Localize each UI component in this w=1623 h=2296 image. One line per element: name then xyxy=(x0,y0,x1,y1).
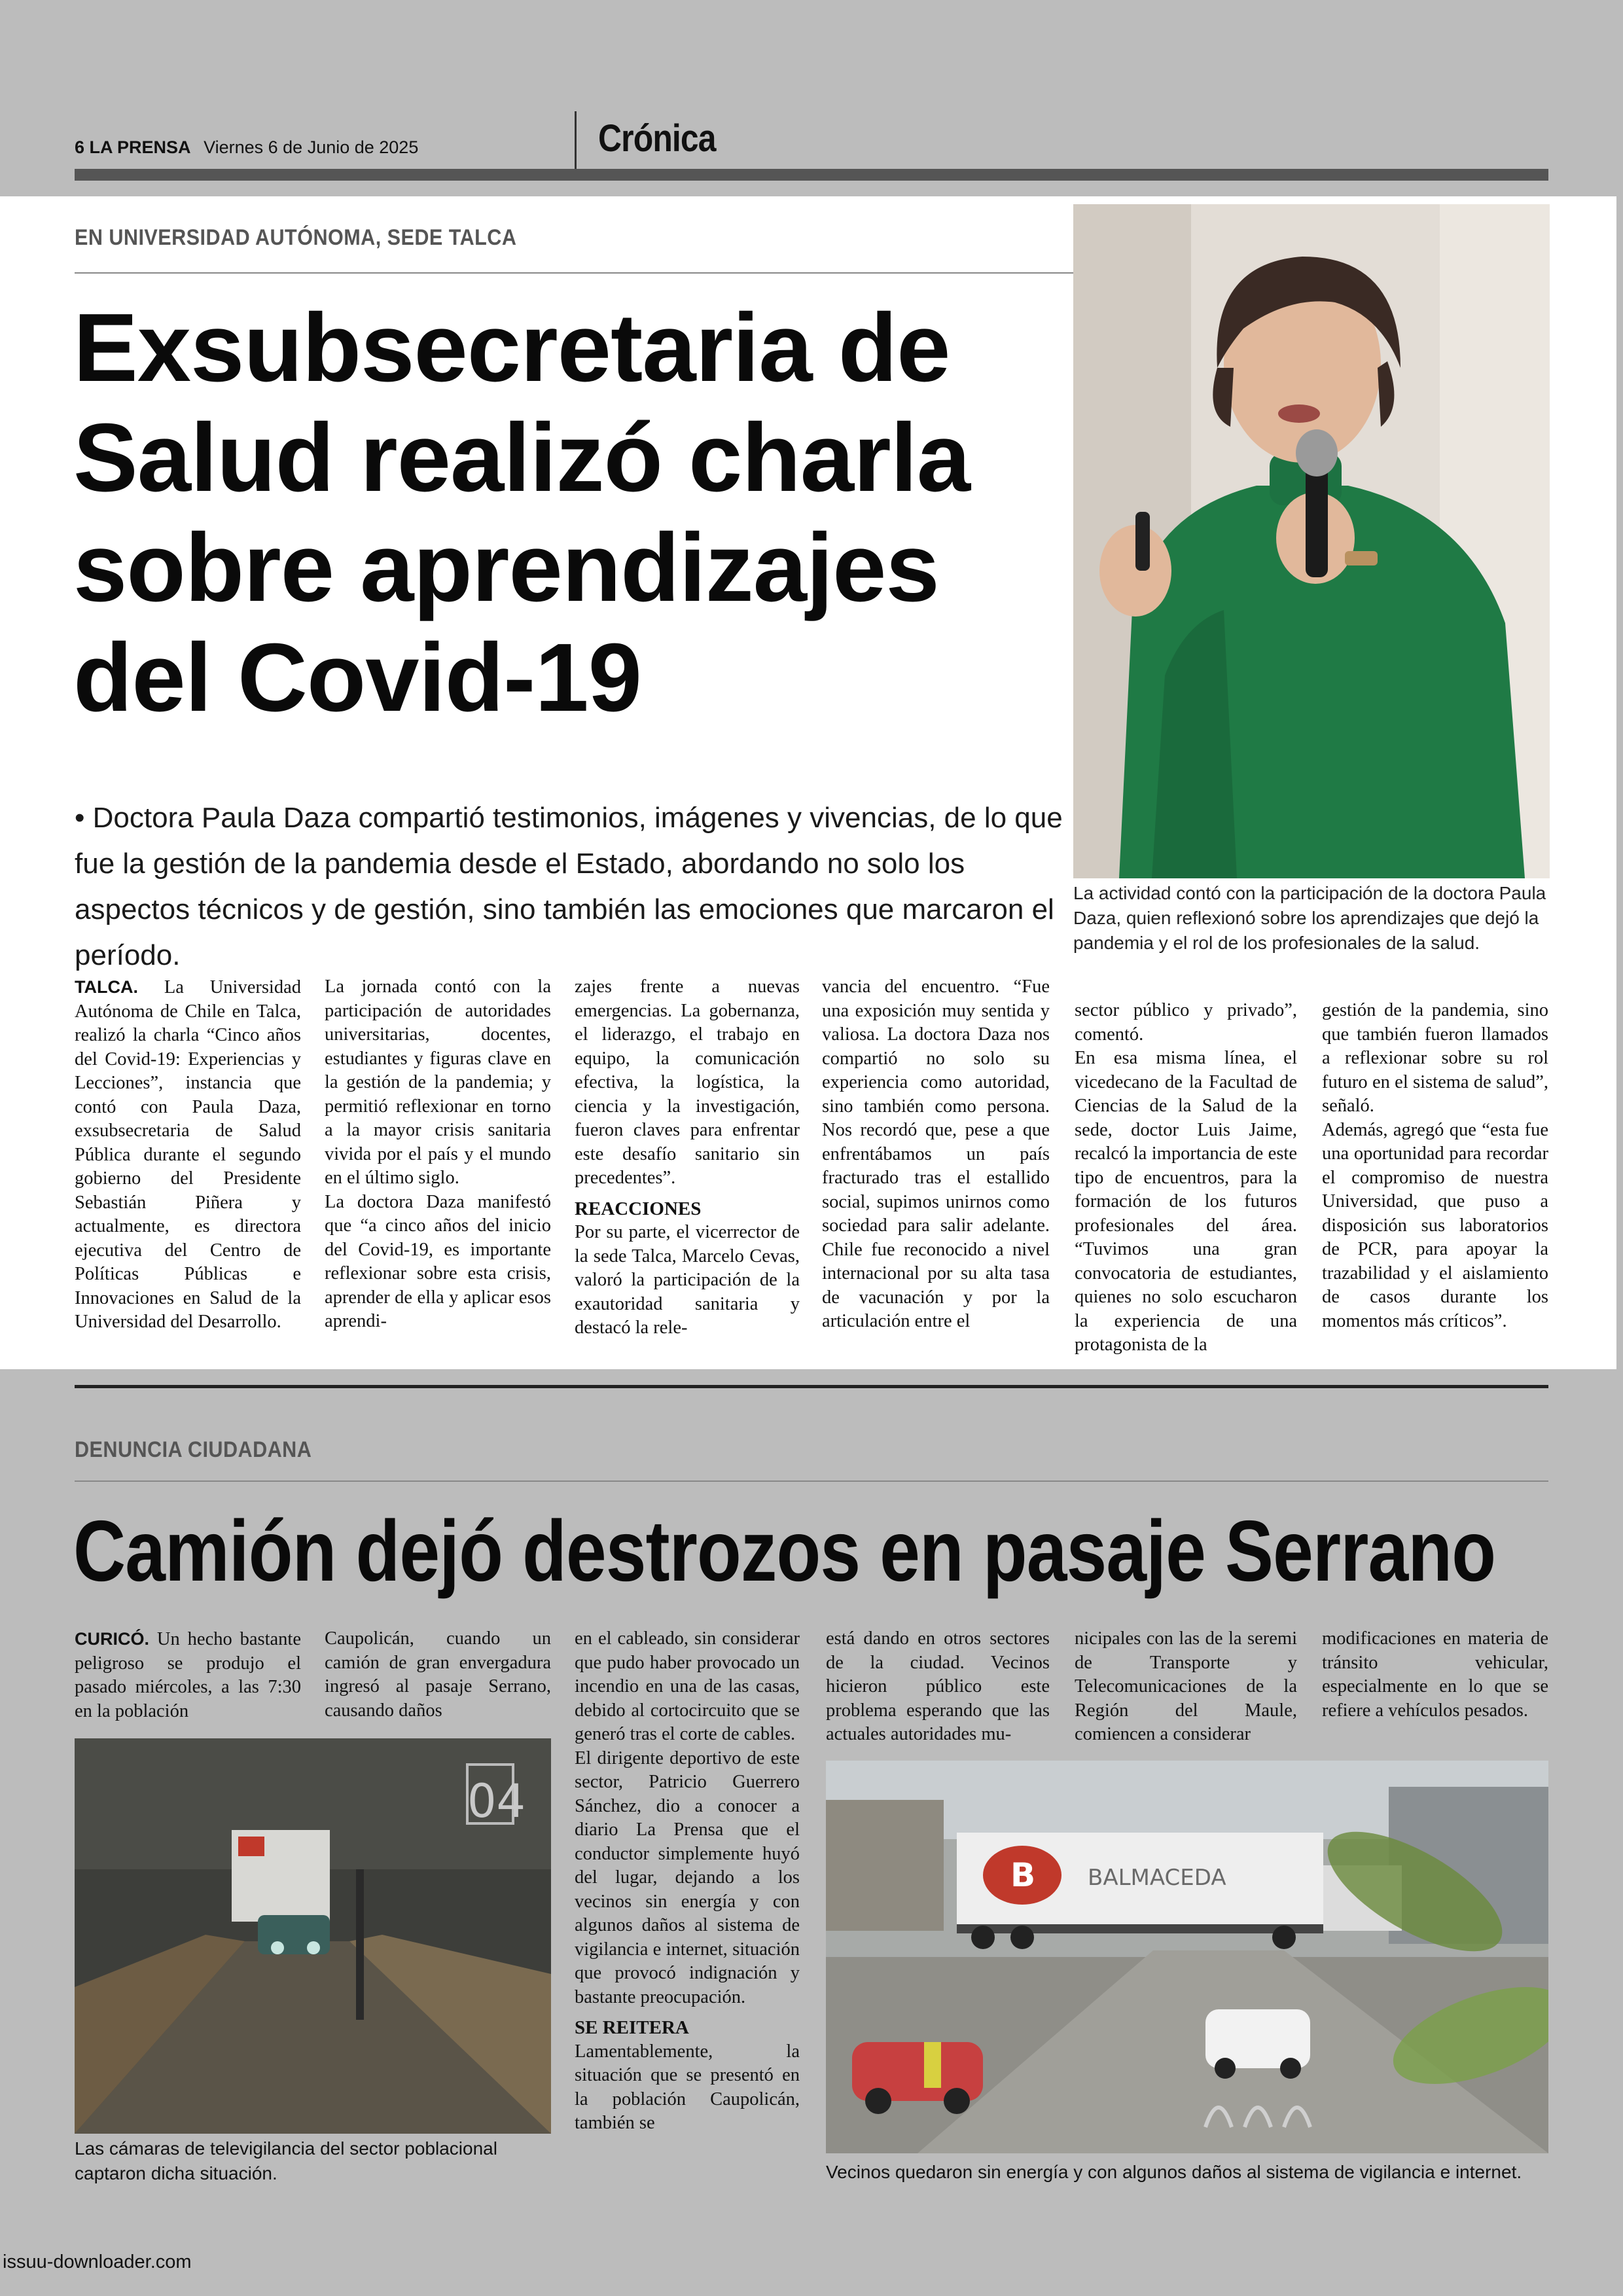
column-paragraph: Lamentablemente, la situación que se presentó en la población Caupolicán, también se xyxy=(575,2041,800,2133)
article1-kicker: EN UNIVERSIDAD AUTÓNOMA, SEDE TALCA xyxy=(75,225,517,250)
dateline: TALCA. xyxy=(75,977,138,997)
surveillance-photo-night xyxy=(75,1738,551,2134)
column-paragraph: zajes frente a nuevas emergencias. La gobernanza, el liderazgo, el trabajo en equipo, la comunicación efectiva, la logística, la ciencia y la investigación, fueron claves para enfrentar este desafío sanitario sin precedentes”. xyxy=(575,977,800,1188)
column-paragraph: En esa misma línea, el vicedecano de la Facultad de Ciencias de la Salud de la sede, doctor Luis Jaime, recalcó la importancia de este tipo de encuentros, para la formación de los futuros profesionales del área. “Tuvimos una gran convocatoria de estudiantes, quienes no solo escucharon la experiencia de una protagonista de la xyxy=(1075,1048,1297,1355)
speaker-photo xyxy=(1073,204,1550,878)
column-paragraph: sector público y privado”, comentó. xyxy=(1075,1000,1297,1045)
truck-logo: B xyxy=(1010,1856,1036,1894)
article-separator xyxy=(75,1385,1548,1388)
article1-headline: Exsubsecretaria de Salud realizó charla sobre aprendizajes del Covid-19 xyxy=(73,294,971,732)
column-paragraph: La doctora Daza manifestó que “a cinco años del inicio del Covid-19, es importante reflexionar sobre esta crisis, aprender de ella y aplicar esos aprendi- xyxy=(325,1191,551,1331)
article2-headline: Camión dejó destrozos en pasaje Serrano xyxy=(73,1503,1496,1599)
article1-column-5 xyxy=(1075,999,1297,1357)
watermark: issuu-downloader.com xyxy=(3,2251,192,2272)
kicker-rule xyxy=(75,1480,1548,1482)
article2-column-6 xyxy=(1322,1627,1548,1723)
paper-name: LA PRENSA xyxy=(89,137,191,157)
truck-street-illustration xyxy=(826,1761,1548,2153)
article1-lede xyxy=(75,795,1076,978)
article2-column-5 xyxy=(1075,1627,1297,1747)
lede-bullet: • xyxy=(75,802,85,834)
kicker-rule xyxy=(75,272,1075,274)
header-rule xyxy=(75,169,1548,181)
column-paragraph: nicipales con las de la seremi de Transporte y Telecomunicaciones de la Región del Maule, comiencen a considerar xyxy=(1075,1628,1297,1744)
lede-text: Doctora Paula Daza compartió testimonios, imágenes y vivencias, de lo que fue la gestión de la pandemia desde el Estado, abordando no solo los aspectos técnicos y de gestión, sino también las emociones que marcaron el período. xyxy=(75,802,1063,971)
article2-column-3 xyxy=(575,1627,800,2136)
page-header xyxy=(0,0,1623,196)
column-paragraph: Por su parte, el vicerrector de la sede Talca, Marcelo Cevas, valoró la participación de la exautoridad sanitaria y destacó la rele- xyxy=(575,1222,800,1338)
column-paragraph: gestión de la pandemia, sino que también fueron llamados a reflexionar sobre su rol futuro en el sistema de salud”, señaló. xyxy=(1322,1000,1548,1116)
article1-column-2 xyxy=(325,975,551,1334)
issue-date: Viernes 6 de Junio de 2025 xyxy=(204,137,419,157)
subhead-reacciones: REACCIONES xyxy=(575,1198,702,1219)
camera-overlay-number: 04 xyxy=(467,1774,526,1828)
article2-column-2 xyxy=(325,1627,551,1723)
truck-lettering: BALMACEDA xyxy=(1088,1865,1226,1891)
subhead-se-reitera: SE REITERA xyxy=(575,2017,689,2038)
article2-photo2-caption: Vecinos quedaron sin energía y con algunos daños al sistema de vigilancia e internet. xyxy=(826,2162,1522,2182)
column-text: Un hecho bastante peligroso se produjo el pasado miércoles, a las 7:30 en la población xyxy=(75,1629,302,1721)
article2-column-4 xyxy=(826,1627,1050,1747)
column-paragraph: Caupolicán, cuando un camión de gran envergadura ingresó al pasaje Serrano, causando daños xyxy=(325,1628,551,1721)
column-paragraph: en el cableado, sin considerar que pudo haber provocado un incendio en una de las casas, debido al cortocircuito que se generó tras el corte de cables. xyxy=(575,1628,800,1744)
article-covid-talk xyxy=(0,196,1616,1369)
column-paragraph: modificaciones en materia de tránsito vehicular, especialmente en lo que se refiere a vehículos pesados. xyxy=(1322,1628,1548,1721)
section-title: Crónica xyxy=(598,117,716,160)
article2-photo1-caption: Las cámaras de televigilancia del sector poblacional captaron dicha situación. xyxy=(75,2138,497,2183)
column-paragraph: está dando en otros sectores de la ciudad. Vecinos hicieron público este problema esperando que las actuales autoridades mu- xyxy=(826,1628,1050,1744)
night-street-illustration xyxy=(75,1738,551,2134)
column-paragraph: vancia del encuentro. “Fue una exposición muy sentida y valiosa. La doctora Daza nos compartió no solo su experiencia como autoridad, sino también como persona. Nos recordó que, pese a que enfrentábamos un país fracturado tras el estallido social, supimos unirnos como sociedad para salir adelante. Chile fue reconocido a nivel internacional por su alta tasa de vacunación y por la articulación entre el xyxy=(822,977,1050,1331)
header-info xyxy=(75,137,418,158)
column-text: La Universidad Autónoma de Chile en Talca, realizó la charla “Cinco años del Covid-19: Experiencias y Lecciones”, instancia que contó con Paula Daza, exsubsecretaria de Salud Pública durante el segundo gobierno del Presidente Sebastián Piñera y actualmente, es directora ejecutiva del Centro de Políticas Públicas e Innovaciones en Salud de la Universidad del Desarrollo. xyxy=(75,977,301,1332)
article1-photo-caption: La actividad contó con la participación de la doctora Paula Daza, quien reflexionó sobre los aprendizajes que dejó la pandemia y el rol de los profesionales de la salud. xyxy=(1073,883,1546,953)
surveillance-photo-day xyxy=(826,1761,1548,2153)
column-paragraph: La jornada contó con la participación de autoridades universitarias, docentes, estudiantes y figuras clave en la gestión de la pandemia; y permitió reflexionar en torno a la mayor crisis sanitaria vivida por el país y el mundo en el último siglo. xyxy=(325,977,551,1188)
dateline: CURICÓ. xyxy=(75,1629,149,1649)
article1-column-3 xyxy=(575,975,800,1340)
header-divider xyxy=(575,111,577,169)
article2-kicker: DENUNCIA CIUDADANA xyxy=(75,1437,312,1462)
article1-column-6 xyxy=(1322,999,1548,1333)
column-paragraph: El dirigente deportivo de este sector, Patricio Guerrero Sánchez, dio a conocer a diario La Prensa que el conductor simplemente huyó del lugar, dejando a los vecinos sin energía y con algunos daños al sistema de vigilancia e internet, situación que provocó indignación y bastante preocupación. xyxy=(575,1748,800,2007)
speaker-illustration xyxy=(1073,204,1550,878)
article1-column-4 xyxy=(822,975,1050,1334)
column-paragraph: Además, agregó que “esta fue una oportunidad para recordar el compromiso de nuestra Universidad, que puso a disposición sus laboratorios de PCR, para apoyar la trazabilidad y el aislamiento de casos durante los momentos más críticos”. xyxy=(1322,1119,1548,1331)
article2-column-1 xyxy=(75,1627,301,1723)
article1-column-1 xyxy=(75,975,301,1335)
page-number: 6 xyxy=(75,137,85,157)
